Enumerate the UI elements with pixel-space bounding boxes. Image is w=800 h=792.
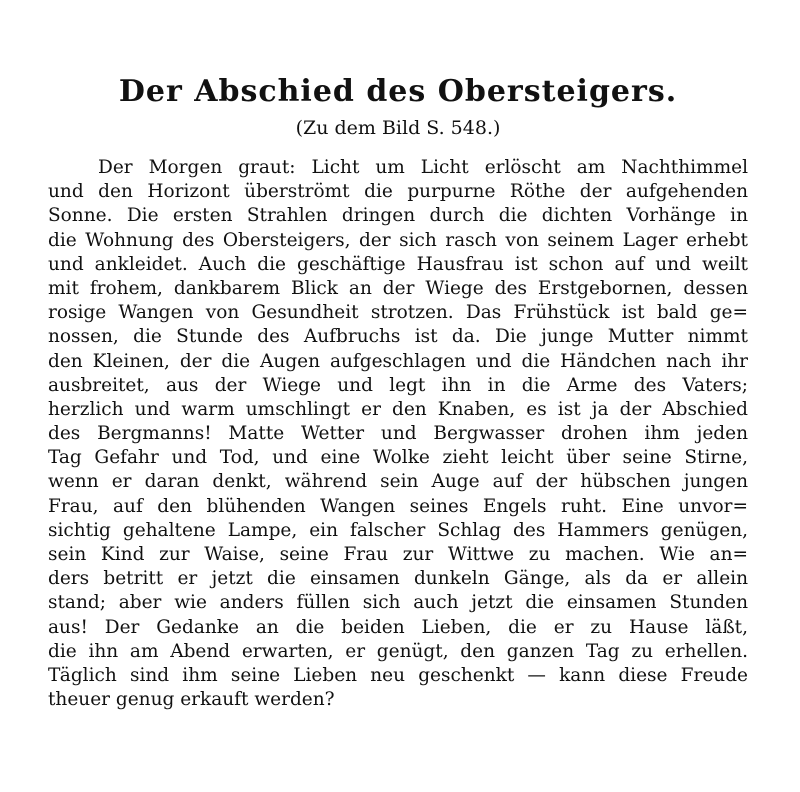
text-line: stand; aber wie anders füllen sich auch jetzt die einsamen Stunden [48, 592, 748, 614]
text-line: den Kleinen, der die Augen aufgeschlagen und die Händchen nach ihr [48, 350, 748, 372]
text-line: des Bergmanns! Matte Wetter und Bergwasser drohen ihm jeden [48, 423, 748, 445]
text-line: mit frohem, dankbarem Blick an der Wiege des Erstgebornen, dessen [48, 277, 748, 299]
article-body [48, 156, 748, 712]
text-line: theuer genug erkauft werden? [48, 689, 335, 711]
text-line: aus! Der Gedanke an die beiden Lieben, die er zu Hause läßt, [48, 616, 748, 638]
text-line: Tag Gefahr und Tod, und eine Wolke zieht leicht über seine Stirne, [48, 447, 748, 469]
text-line: und ankleidet. Auch die geschäftige Hausfrau ist schon auf und weilt [48, 253, 748, 275]
text-line: herzlich und warm umschlingt er den Knaben, es ist ja der Abschied [48, 398, 748, 420]
text-line: Der Morgen graut: Licht um Licht erlöscht am Nachthimmel [98, 157, 748, 178]
text-line: sichtig gehaltene Lampe, ein falscher Schlag des Hammers genügen, [48, 519, 748, 541]
text-line: Sonne. Die ersten Strahlen dringen durch die dichten Vorhänge in [48, 205, 748, 227]
article-title: Der Abschied des Obersteigers. [118, 74, 678, 109]
text-line: ausbreitet, aus der Wiege und legt ihn in die Arme des Vaters; [48, 374, 748, 396]
article-subtitle: (Zu dem Bild S. 548.) [295, 117, 501, 139]
text-line: ders betritt er jetzt die einsamen dunkeln Gänge, als da er allein [48, 568, 748, 590]
text-line: und den Horizont überströmt die purpurne Röthe der aufgehenden [48, 181, 748, 203]
text-line: nossen, die Stunde des Aufbruchs ist da. Die junge Mutter nimmt [48, 326, 748, 348]
article [48, 72, 748, 712]
text-line: Frau, auf den blühenden Wangen seines Engels ruht. Eine unvor= [48, 495, 748, 517]
text-line: rosige Wangen von Gesundheit strotzen. Das Frühstück ist bald ge= [48, 302, 748, 324]
text-line: sein Kind zur Waise, seine Frau zur Wittwe zu machen. Wie an= [48, 544, 748, 565]
text-line: Täglich sind ihm seine Lieben neu geschenkt — kann diese Freude [48, 664, 748, 686]
text-line: die Wohnung des Obersteigers, der sich rasch von seinem Lager erhebt [48, 229, 748, 251]
text-line: wenn er daran denkt, während sein Auge auf der hübschen jungen [48, 471, 748, 493]
text-line: die ihn am Abend erwarten, er genügt, den ganzen Tag zu erhellen. [48, 640, 748, 662]
